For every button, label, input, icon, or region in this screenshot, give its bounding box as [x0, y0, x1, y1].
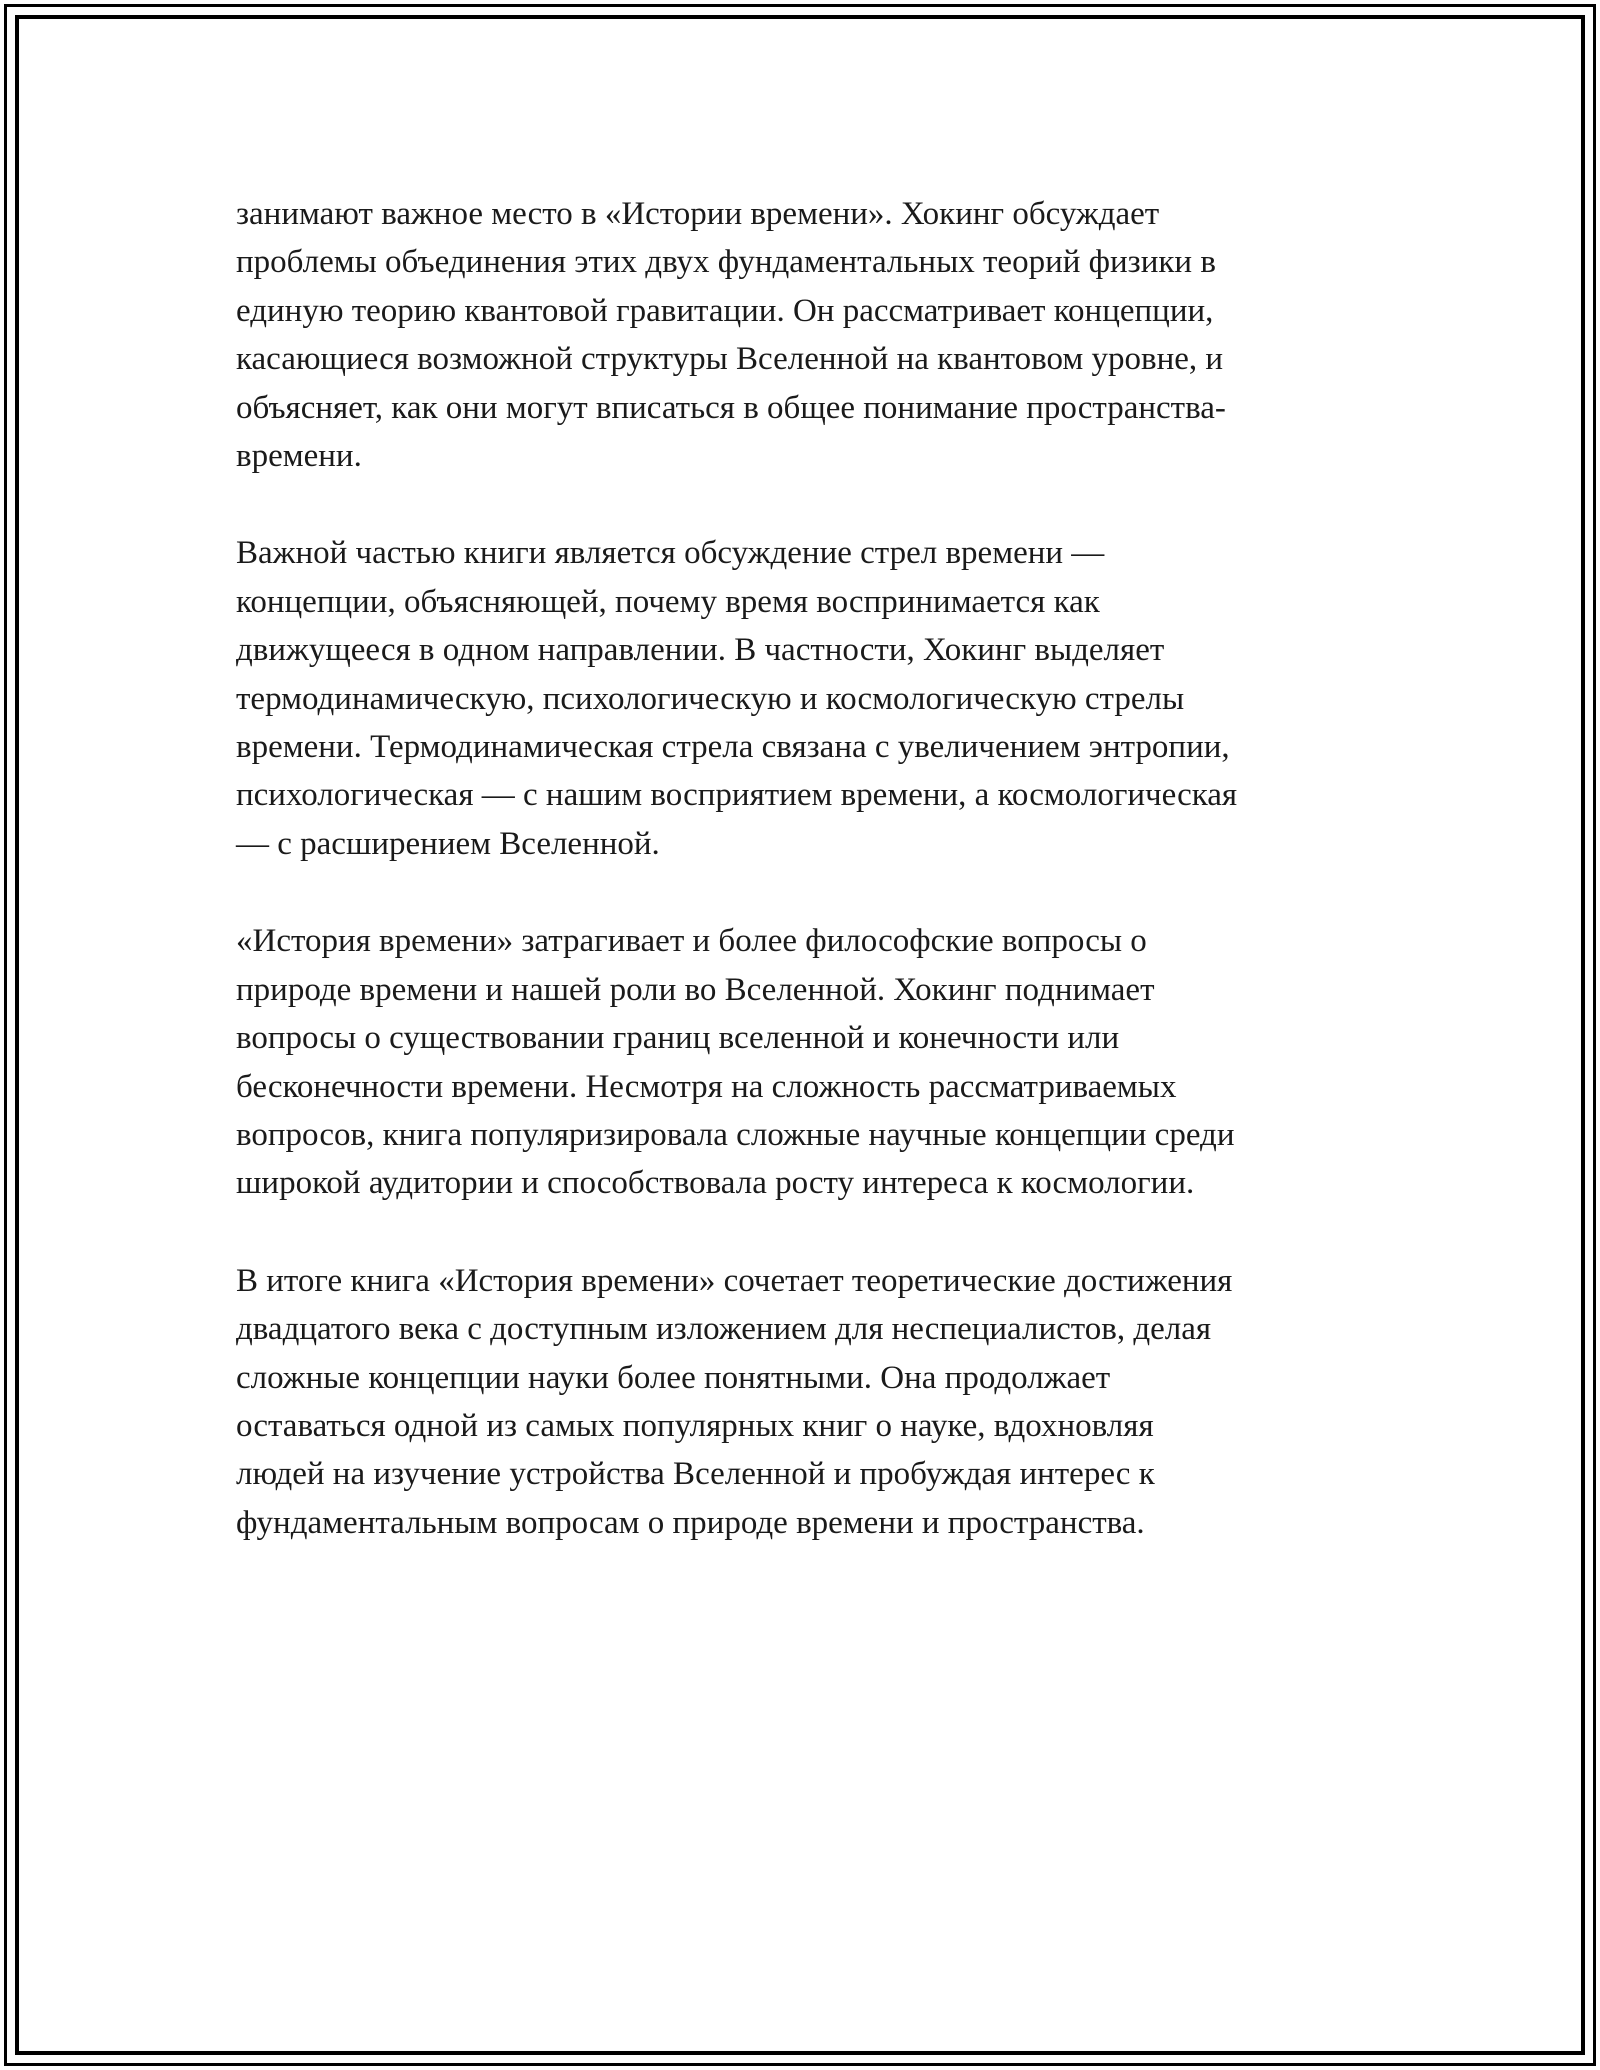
paragraph-philosophical-questions: «История времени» затрагивает и более философские вопросы о природе времени и нашей роли во Вселенной. Хокинг поднимает вопросы о существовании границ вселенной и конечности или бесконечности времени. Несмотря на сложность рассматриваемых вопросов, книга популяризировала сложные научные концепции среди широкой аудитории и способствовала росту интереса к космологии. — [236, 923, 1235, 1202]
paragraph-arrows-of-time: Важной частью книги является обсуждение стрел времени — концепции, объясняющей, почему время воспринимается как движущееся в одном направлении. В частности, Хокинг выделяет термодинамическую, психологическую и космологическую стрелы времени. Термодинамическая стрела связана с увеличением энтропии, психологическая — с нашим восприятием времени, а космологическая — с расширением Вселенной. — [236, 535, 1238, 862]
paragraph-conclusion: В итоге книга «История времени» сочетает теоретические достижения двадцатого века с доступным изложением для неспециалистов, делая сложные концепции науки более понятными. Она продолжает оставаться одной из самых популярных книг о науке, вдохновляя людей на изучение устройства Вселенной и пробуждая интерес к фундаментальным вопросам о природе времени и пространства. — [236, 1262, 1233, 1541]
document-body — [236, 190, 1362, 1547]
paragraph-quantum-gravity: занимают важное место в «Истории времени». Хокинг обсуждает проблемы объединения этих двух фундаментальных теорий физики в единую теорию квантовой гравитации. Он рассматривает концепции, касающиеся возможной структуры Вселенной на квантовом уровне, и объясняет, как они могут вписаться в общее понимание пространства- времени. — [236, 196, 1226, 475]
